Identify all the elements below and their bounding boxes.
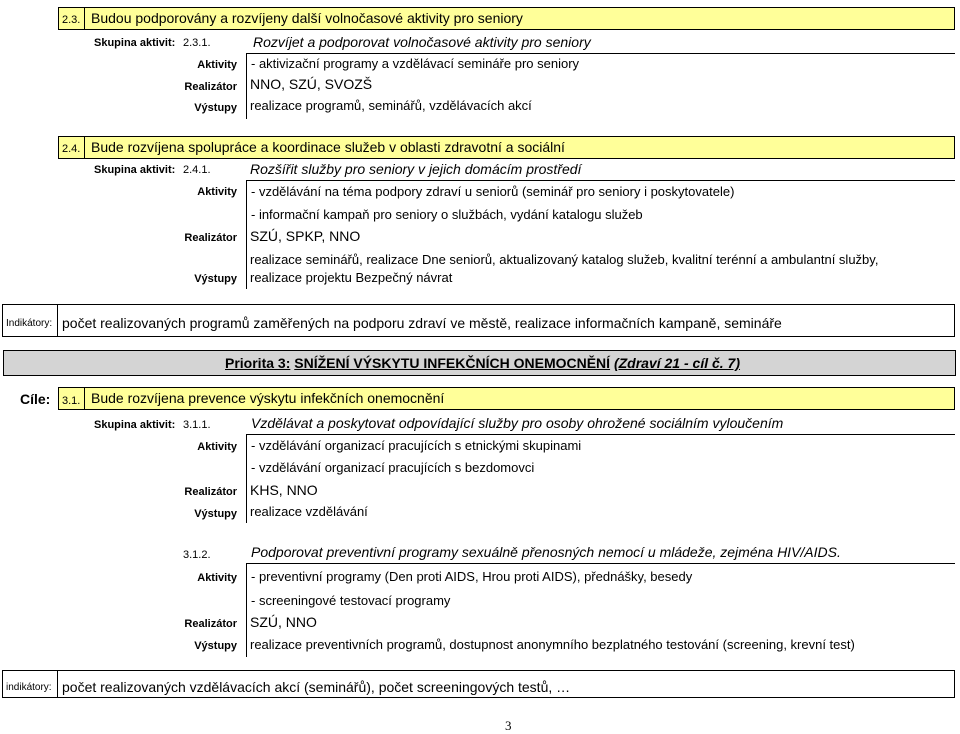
- indicators-1-text: počet realizovaných programů zaměřených na podporu zdraví ve městě, realizace informačních kampaně, semináře: [62, 315, 782, 331]
- goal-2-4-vystupy-1: realizace seminářů, realizace Dne seniorů, aktualizovaný katalog služeb, kvalitní terénní a ambulantní služby,: [250, 252, 879, 267]
- goal-2-4-group-title: Rozšířit služby pro seniory v jejich domácím prostředí: [250, 161, 582, 177]
- goal-3-1-aktivity-2: - vzdělávání organizací pracujících s bezdomovci: [251, 460, 535, 475]
- goal-2-3-aktivity-label: Aktivity: [197, 59, 237, 71]
- goal-2-4-aktivity-label: Aktivity: [197, 186, 237, 198]
- goal-2-3-title: Budou podporovány a rozvíjeny další volnočasové aktivity pro seniory: [91, 10, 523, 26]
- goal-3-1-2-aktivity-label: Aktivity: [197, 572, 237, 584]
- goal-2-4-realizator: SZÚ, SPKP, NNO: [250, 228, 361, 244]
- goal-3-1-group-title: Vzdělávat a poskytovat odpovídající služby pro osoby ohrožené sociálním vyloučením: [251, 415, 784, 431]
- goal-2-4-group-number: 2.4.1.: [183, 164, 211, 176]
- goal-3-1-2-vystupy: realizace preventivních programů, dostupnost anonymního bezplatného testování (screening, krevní test): [250, 637, 855, 652]
- goal-2-3-aktivity: - aktivizační programy a vzdělávací semináře pro seniory: [251, 56, 580, 71]
- goal-2-4-vystupy-label: Výstupy: [194, 273, 237, 285]
- goal-3-1-2-realizator-label: Realizátor: [184, 618, 237, 630]
- goal-2-4-group-label: Skupina aktivit:: [94, 164, 176, 176]
- cile-label: Cíle:: [20, 391, 51, 407]
- goal-3-1-2-realizator: SZÚ, NNO: [250, 614, 317, 630]
- goal-3-1-2-group-number: 3.1.2.: [183, 549, 211, 561]
- goal-2-3-realizator: NNO, SZÚ, SVOZŠ: [250, 76, 373, 92]
- goal-3-1-realizator-label: Realizátor: [184, 486, 237, 498]
- priority-ref: (Zdraví 21 - cíl č. 7): [613, 355, 741, 371]
- goal-2-4-aktivity-2: - informační kampaň pro seniory o službách, vydání katalogu služeb: [251, 207, 643, 222]
- goal-2-4-title: Bude rozvíjena spolupráce a koordinace služeb v oblasti zdravotní a sociální: [91, 139, 565, 155]
- goal-2-3-group-title: Rozvíjet a podporovat volnočasové aktivity pro seniory: [253, 34, 591, 50]
- goal-3-1-realizator: KHS, NNO: [250, 482, 318, 498]
- priority-prefix: Priorita 3:: [225, 355, 291, 371]
- goal-2-4-number: 2.4.: [62, 143, 81, 155]
- goal-3-1-aktivity-label: Aktivity: [197, 441, 237, 453]
- goal-3-1-group-label: Skupina aktivit:: [94, 419, 176, 431]
- goal-2-4-aktivity-1: - vzdělávání na téma podpory zdraví u seniorů (seminář pro seniory i poskytovatele): [251, 184, 735, 199]
- goal-2-4-realizator-label: Realizátor: [184, 232, 237, 244]
- goal-3-1-vystupy-label: Výstupy: [194, 508, 237, 520]
- goal-3-1-2-group-title: Podporovat preventivní programy sexuálně přenosných nemocí u mládeže, zejména HIV/AIDS.: [251, 544, 841, 560]
- goal-3-1-group-number: 3.1.1.: [183, 419, 211, 431]
- goal-3-1-2-aktivity-1: - preventivní programy (Den proti AIDS, Hrou proti AIDS), přednášky, besedy: [251, 569, 693, 584]
- goal-2-3-number: 2.3.: [62, 14, 81, 26]
- goal-2-3-group-number: 2.3.1.: [183, 37, 211, 49]
- priority-title: SNÍŽENÍ VÝSKYTU INFEKČNÍCH ONEMOCNĚNÍ: [294, 355, 611, 371]
- indicators-1-label: Indikátory:: [6, 318, 53, 329]
- indicators-2-text: počet realizovaných vzdělávacích akcí (seminářů), počet screeningových testů, …: [62, 679, 571, 695]
- indicators-2-label: indikátory:: [6, 682, 52, 693]
- goal-3-1-number: 3.1.: [62, 395, 81, 407]
- priority-heading: [225, 355, 740, 371]
- goal-3-1-2-vystupy-label: Výstupy: [194, 640, 237, 652]
- goal-3-1-title: Bude rozvíjena prevence výskytu infekčních onemocnění: [91, 390, 445, 406]
- page-number: 3: [505, 718, 512, 733]
- goal-2-3-realizator-label: Realizátor: [184, 81, 237, 93]
- goal-3-1-aktivity-1: - vzdělávání organizací pracujících s etnickými skupinami: [251, 438, 582, 453]
- goal-2-3-vystupy-label: Výstupy: [194, 102, 237, 114]
- goal-2-4-vystupy-2: realizace projektu Bezpečný návrat: [250, 270, 453, 285]
- goal-2-3-group-label: Skupina aktivit:: [94, 37, 176, 49]
- goal-3-1-2-aktivity-2: - screeningové testovací programy: [251, 593, 451, 608]
- goal-2-3-vystupy: realizace programů, seminářů, vzdělávacích akcí: [250, 98, 532, 113]
- goal-3-1-vystupy: realizace vzdělávání: [250, 504, 368, 519]
